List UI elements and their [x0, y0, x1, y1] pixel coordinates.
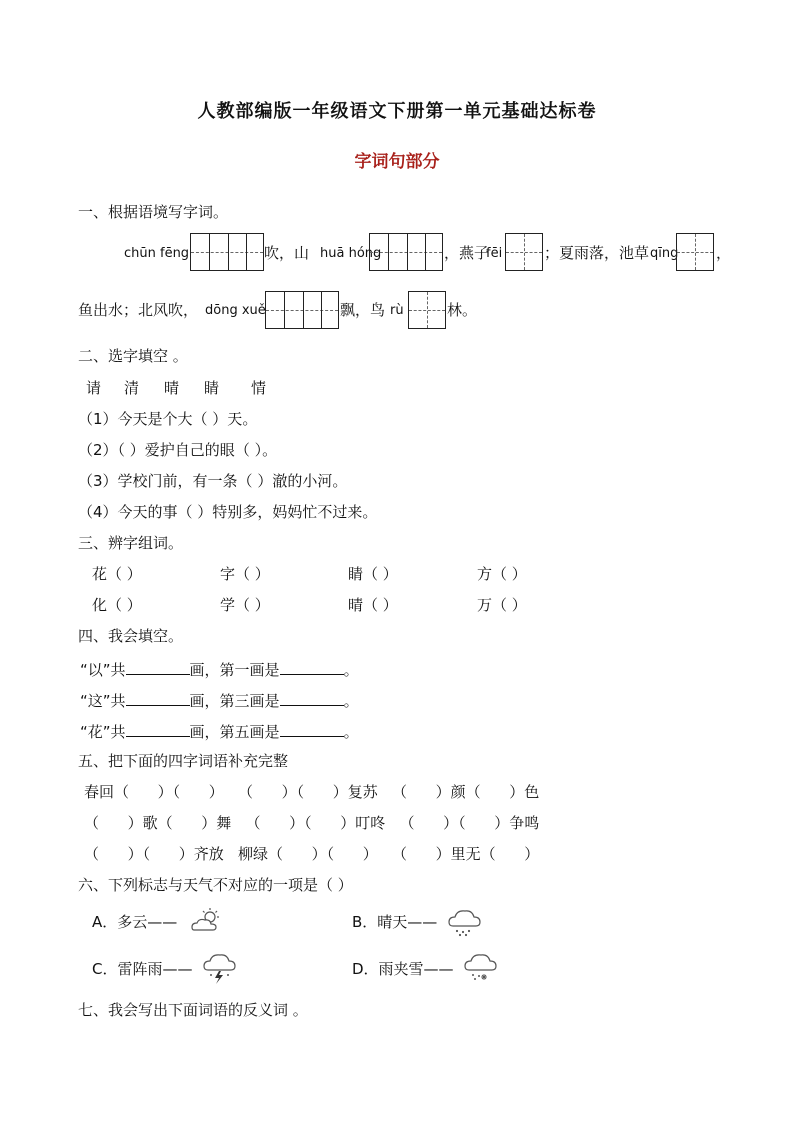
pinyin-dong-xue: dōng xuě — [205, 303, 266, 318]
writing-grid-1[interactable] — [676, 233, 714, 271]
q2-heading: 二、选字填空 。 — [78, 347, 188, 365]
option-d: D．雨夹雪—— — [352, 960, 454, 978]
rain-cloud-icon — [447, 906, 483, 938]
idiom-row: （ ）歌（ ）舞 （ ）（ ）叮咚 （ ）（ ）争鸣 — [84, 814, 540, 832]
q6-heading: 六、下列标志与天气不对应的一项是（ ） — [78, 876, 353, 894]
section-subtitle: 字词句部分 — [354, 152, 440, 172]
option-c: C．雷阵雨—— — [92, 960, 193, 978]
choice-char: 睛 — [204, 379, 220, 397]
sleet-icon — [463, 950, 499, 986]
q1-heading: 一、根据语境写字词。 — [78, 203, 229, 221]
writing-grid-2[interactable] — [190, 233, 264, 271]
q3-heading: 三、辨字组词。 — [78, 534, 184, 552]
word-group-cell: 字（ ） — [220, 565, 270, 583]
q2-item: （4）今天的事（ ）特别多，妈妈忙不过来。 — [78, 503, 378, 521]
writing-grid-2[interactable] — [369, 233, 443, 271]
writing-grid-2[interactable] — [265, 291, 339, 329]
answer-blank[interactable] — [280, 691, 344, 706]
sun-cloud-icon — [189, 907, 223, 935]
q7-heading: 七、我会写出下面词语的反义词 。 — [78, 1001, 308, 1019]
option-a: A．多云—— — [92, 913, 178, 931]
q1-text: 吹，山 — [264, 244, 310, 262]
stroke-question: “花”共 画，第五画是 。 — [80, 723, 359, 741]
word-group-cell: 学（ ） — [220, 596, 270, 614]
q2-item: （2）（ ）爱护自己的眼（ ）。 — [78, 441, 278, 459]
word-group-cell: 万（ ） — [477, 596, 527, 614]
word-group-cell: 晴（ ） — [348, 596, 398, 614]
pinyin-ru: rù — [390, 303, 404, 318]
choice-char: 情 — [251, 379, 267, 397]
page-title: 人教部编版一年级语文下册第一单元基础达标卷 — [197, 101, 597, 122]
choice-char: 晴 — [164, 379, 180, 397]
pinyin-chun-feng: chūn fēng — [124, 246, 190, 261]
answer-blank[interactable] — [126, 660, 190, 675]
writing-grid-1[interactable] — [505, 233, 543, 271]
q2-item: （1）今天是个大（ ）天。 — [78, 410, 258, 428]
q1-text: 飘，鸟 — [340, 301, 386, 319]
word-group-cell: 化（ ） — [92, 596, 142, 614]
idiom-row: （ ）（ ）齐放 柳绿（ ）（ ） （ ）里无（ ） — [84, 845, 540, 863]
answer-blank[interactable] — [280, 722, 344, 737]
answer-blank[interactable] — [126, 722, 190, 737]
q5-heading: 五、把下面的四字词语补充完整 — [78, 752, 289, 770]
idiom-row: 春回（ ）（ ） （ ）（ ）复苏 （ ）颜（ ）色 — [84, 783, 540, 801]
answer-blank[interactable] — [126, 691, 190, 706]
stroke-question: “以”共 画，第一画是 。 — [80, 661, 359, 679]
pinyin-hua-hong: huā hóng — [320, 246, 382, 261]
q2-item: （3）学校门前，有一条（ ）澈的小河。 — [78, 472, 348, 490]
pinyin-fei: fēi — [486, 246, 503, 261]
answer-blank[interactable] — [280, 660, 344, 675]
stroke-question: “这”共 画，第三画是 。 — [80, 692, 359, 710]
q1-text: ；夏雨落，池草 — [544, 244, 650, 262]
choice-char: 请 — [86, 379, 102, 397]
pinyin-qing: qīng — [650, 246, 679, 261]
word-group-cell: 方（ ） — [477, 565, 527, 583]
thunderstorm-icon — [202, 950, 238, 986]
q1-text: 鱼出水；北风吹， — [78, 301, 199, 319]
writing-grid-1[interactable] — [408, 291, 446, 329]
option-b: B．晴天—— — [352, 913, 438, 931]
q1-text: ，燕子 — [444, 244, 490, 262]
q1-text: 林。 — [447, 301, 478, 319]
q1-text: ， — [716, 244, 732, 262]
word-group-cell: 睛（ ） — [348, 565, 398, 583]
word-group-cell: 花（ ） — [92, 565, 142, 583]
q4-heading: 四、我会填空。 — [78, 627, 184, 645]
choice-char: 清 — [124, 379, 140, 397]
